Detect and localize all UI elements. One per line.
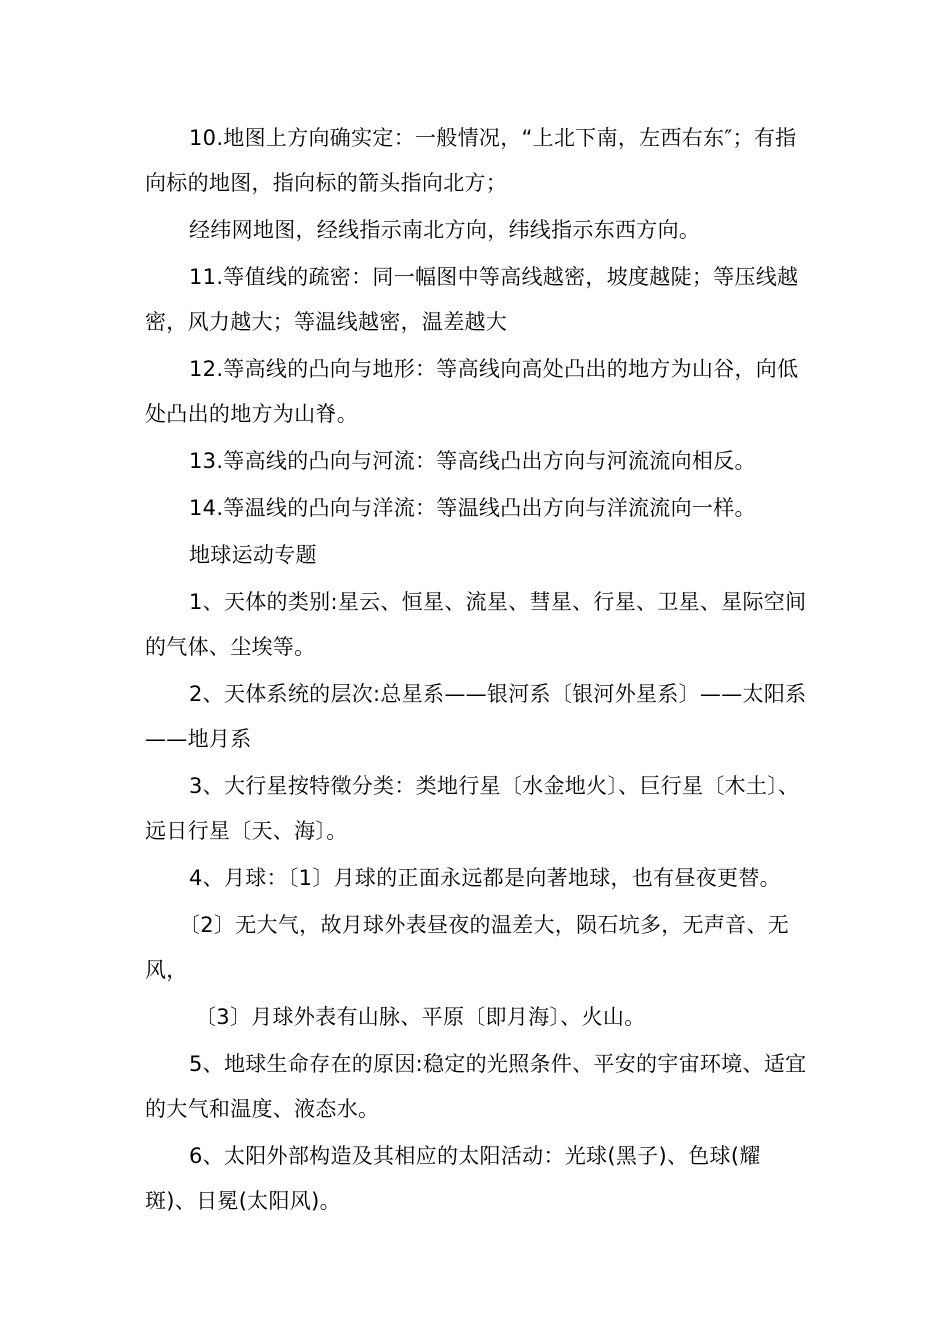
paragraph-celestial-types: 1、天体的类别:星云、恒星、流星、彗星、行星、卫星、星际空间的气体、尘埃等。 (145, 590, 807, 659)
paragraph-graticule-map: 经纬网地图，经线指示南北方向，纬线指示东西方向。 (189, 218, 701, 242)
paragraph-celestial-systems: 2、天体系统的层次:总星系——银河系〔银河外星系〕——太阳系——地月系 (145, 682, 807, 751)
document-body (145, 116, 810, 1224)
paragraph-moon-2: 〔2〕无大气，故月球外表昼夜的温差大，陨石坑多，无声音、无风， (145, 913, 790, 982)
paragraph-isoline-density: 11.等值线的疏密：同一幅图中等高线越密，坡度越陡；等压线越密，风力越大；等温线越密，温差越大 (145, 265, 799, 334)
paragraph-isotherm-current: 14.等温线的凸向与洋流：等温线凸出方向与洋流流向一样。 (189, 496, 756, 520)
paragraph-contour-river: 13.等高线的凸向与河流：等高线凸出方向与河流流向相反。 (189, 449, 756, 473)
paragraph-moon-1: 4、月球：〔1〕月球的正面永远都是向著地球，也有昼夜更替。 (189, 866, 781, 890)
paragraph-contour-terrain: 12.等高线的凸向与地形：等高线向高处凸出的地方为山谷，向低处凸出的地方为山脊。 (145, 357, 799, 426)
paragraph-moon-3: 〔3〕月球外表有山脉、平原〔即月海〕、火山。 (195, 1005, 646, 1029)
paragraph-planet-classification: 3、大行星按特徵分类：类地行星〔水金地火〕、巨行星〔木土〕、远日行星〔天、海〕。 (145, 774, 800, 843)
paragraph-sun-structure: 6、太阳外部构造及其相应的太阳活动：光球(黑子)、色球(耀斑)、日冕(太阳风)。 (145, 1144, 761, 1213)
paragraph-map-direction: 10.地图上方向确实定：一般情况，“上北下南，左西右东″；有指向标的地图，指向标的箭头指向北方； (145, 126, 797, 195)
section-heading-earth-motion: 地球运动专题 (189, 543, 317, 567)
paragraph-life-conditions: 5、地球生命存在的原因:稳定的光照条件、平安的宇宙环境、适宜的大气和温度、液态水。 (145, 1052, 807, 1121)
